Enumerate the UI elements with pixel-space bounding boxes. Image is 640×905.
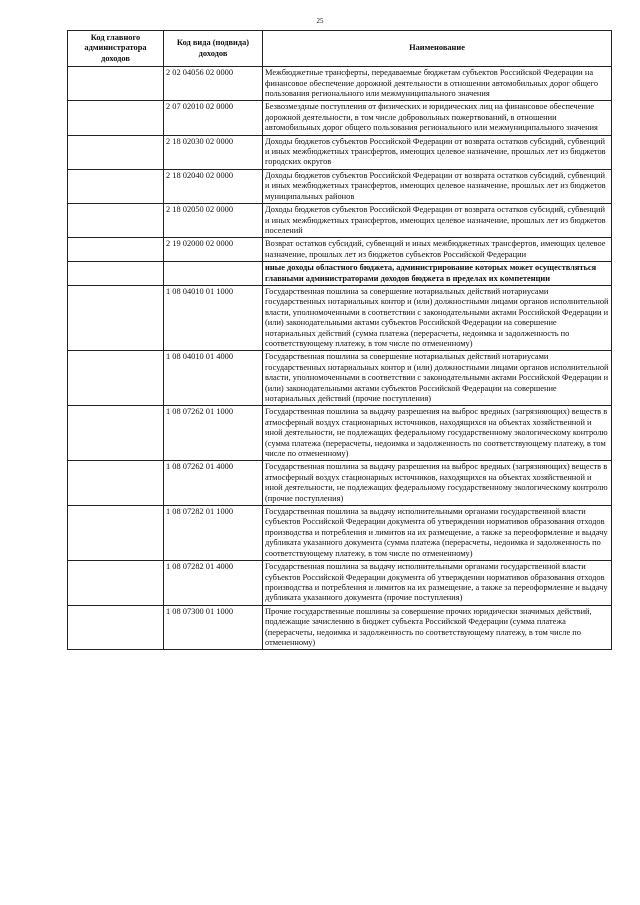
admin-code-cell — [68, 351, 164, 406]
revenue-name-cell: Возврат остатков субсидий, субвенций и иных межбюджетных трансфертов, имеющих целевое назначение, прошлых лет из бюджетов субъектов Российской Федерации — [263, 238, 612, 262]
table-row — [68, 67, 612, 101]
page-number: 25 — [316, 17, 324, 25]
table-row — [68, 204, 612, 238]
header-revenue-code: Код вида (подвида) доходов — [164, 31, 263, 67]
revenue-code-cell: 1 08 07282 01 1000 — [164, 506, 263, 561]
revenue-code-cell: 1 08 04010 01 1000 — [164, 285, 263, 350]
revenue-code-cell: 2 07 02010 02 0000 — [164, 101, 263, 135]
table-row — [68, 605, 612, 650]
table-row — [68, 169, 612, 203]
revenue-code-cell: 1 08 07262 01 4000 — [164, 461, 263, 506]
admin-code-cell — [68, 101, 164, 135]
table-row — [68, 351, 612, 406]
admin-code-cell — [68, 67, 164, 101]
revenue-name-cell: Безвозмездные поступления от физических и юридических лиц на финансовое обеспечение дорожной деятельности, в том числе добровольных пожертвований, в отношении автомобильных дорог общего пользования регионального или межмуниципального значения — [263, 101, 612, 135]
revenue-name-cell: иные доходы областного бюджета, администрирование которых может осуществляться главными администраторами доходов бюджета в пределах их компетенции — [263, 262, 612, 286]
revenue-name-cell: Доходы бюджетов субъектов Российской Федерации от возврата остатков субсидий, субвенций и иных межбюджетных трансфертов, имеющих целевое назначение, прошлых лет из бюджетов городских округов — [263, 135, 612, 169]
revenue-code-cell: 1 08 07282 01 4000 — [164, 561, 263, 606]
admin-code-cell — [68, 461, 164, 506]
table-row — [68, 561, 612, 606]
admin-code-cell — [68, 204, 164, 238]
revenue-name-cell: Государственная пошлина за выдачу разрешения на выброс вредных (загрязняющих) веществ в атмосферный воздух стационарных источников, находящихся на объектах хозяйственной и иной деятельности, не подлежащих федеральному государственному экологическому контролю (прочие поступления) — [263, 461, 612, 506]
revenue-code-cell: 2 19 02000 02 0000 — [164, 238, 263, 262]
admin-code-cell — [68, 561, 164, 606]
admin-code-cell — [68, 169, 164, 203]
header-admin-code: Код главного администратора доходов — [68, 31, 164, 67]
revenue-code-cell: 2 02 04056 02 0000 — [164, 67, 263, 101]
table-row — [68, 406, 612, 461]
table-row — [68, 238, 612, 262]
revenue-code-cell: 1 08 04010 01 4000 — [164, 351, 263, 406]
table-row — [68, 101, 612, 135]
revenue-name-cell: Прочие государственные пошлины за совершение прочих юридически значимых действий, подлежащие зачислению в бюджет субъекта Российской Федерации (сумма платежа (перерасчеты, недоимка и задолженность по соответствующему платежу, в том числе по отмененному) — [263, 605, 612, 650]
table-row — [68, 506, 612, 561]
revenue-name-cell: Государственная пошлина за совершение нотариальных действий нотариусами государственных нотариальных контор и (или) должностными лицами органов исполнительной власти, уполномоченными в соответствии с законодательными актами Российской Федерации и (или) законодательными актами субъектов Российской Федерации на совершение нотариальных действий (сумма платежа (перерасчеты, недоимка и задолженность по соответствующему платежу, в том числе по отмененному) — [263, 285, 612, 350]
table-row — [68, 135, 612, 169]
table-row — [68, 461, 612, 506]
revenue-code-cell: 2 18 02030 02 0000 — [164, 135, 263, 169]
table-row — [68, 262, 612, 286]
admin-code-cell — [68, 506, 164, 561]
revenue-name-cell: Межбюджетные трансферты, передаваемые бюджетам субъектов Российской Федерации на финансовое обеспечение дорожной деятельности в отношении автомобильных дорог общего пользования регионального или межмуниципального значения — [263, 67, 612, 101]
revenue-code-cell — [164, 262, 263, 286]
revenue-code-cell: 1 08 07300 01 1000 — [164, 605, 263, 650]
revenue-name-cell: Доходы бюджетов субъектов Российской Федерации от возврата остатков субсидий, субвенций и иных межбюджетных трансфертов, имеющих целевое назначение, прошлых лет из бюджетов муниципальных районов — [263, 169, 612, 203]
revenue-name-cell: Государственная пошлина за выдачу исполнительными органами государственной власти субъектов Российской Федерации документа об утверждении нормативов образования отходов производства и потребления и лимитов на их размещение, а также за переоформление и выдачу дубликата указанного документа (сумма платежа (перерасчеты, недоимка и задолженность по соответствующему платежу, в том числе по отмененному) — [263, 506, 612, 561]
revenue-name-cell: Доходы бюджетов субъектов Российской Федерации от возврата остатков субсидий, субвенций и иных межбюджетных трансфертов, имеющих целевое назначение, прошлых лет из бюджетов поселений — [263, 204, 612, 238]
revenue-code-cell: 2 18 02040 02 0000 — [164, 169, 263, 203]
admin-code-cell — [68, 262, 164, 286]
revenue-code-cell: 1 08 07262 01 1000 — [164, 406, 263, 461]
admin-code-cell — [68, 285, 164, 350]
admin-code-cell — [68, 406, 164, 461]
revenue-name-cell: Государственная пошлина за выдачу исполнительными органами государственной власти субъектов Российской Федерации документа об утверждении нормативов образования отходов производства и потребления и лимитов на их размещение, а также за переоформление и выдачу дубликата указанного документа (прочие поступления) — [263, 561, 612, 606]
revenue-code-cell: 2 18 02050 02 0000 — [164, 204, 263, 238]
header-name: Наименование — [263, 31, 612, 67]
table-row — [68, 285, 612, 350]
revenue-codes-table — [67, 30, 612, 650]
revenue-name-cell: Государственная пошлина за выдачу разрешения на выброс вредных (загрязняющих) веществ в атмосферный воздух стационарных источников, находящихся на объектах хозяйственной и иной деятельности, не подлежащих федеральному государственному экологическому контролю (сумма платежа (перерасчеты, недоимка и задолженность по соответствующему платежу, в том числе по отмененному) — [263, 406, 612, 461]
revenue-name-cell: Государственная пошлина за совершение нотариальных действий нотариусами государственных нотариальных контор и (или) должностными лицами органов исполнительной власти, уполномоченными в соответствии с законодательными актами Российской Федерации и (или) законодательными актами субъектов Российской Федерации на совершение нотариальных действий (прочие поступления) — [263, 351, 612, 406]
table-body — [68, 67, 612, 650]
admin-code-cell — [68, 605, 164, 650]
admin-code-cell — [68, 238, 164, 262]
admin-code-cell — [68, 135, 164, 169]
table-header-row — [68, 31, 612, 67]
